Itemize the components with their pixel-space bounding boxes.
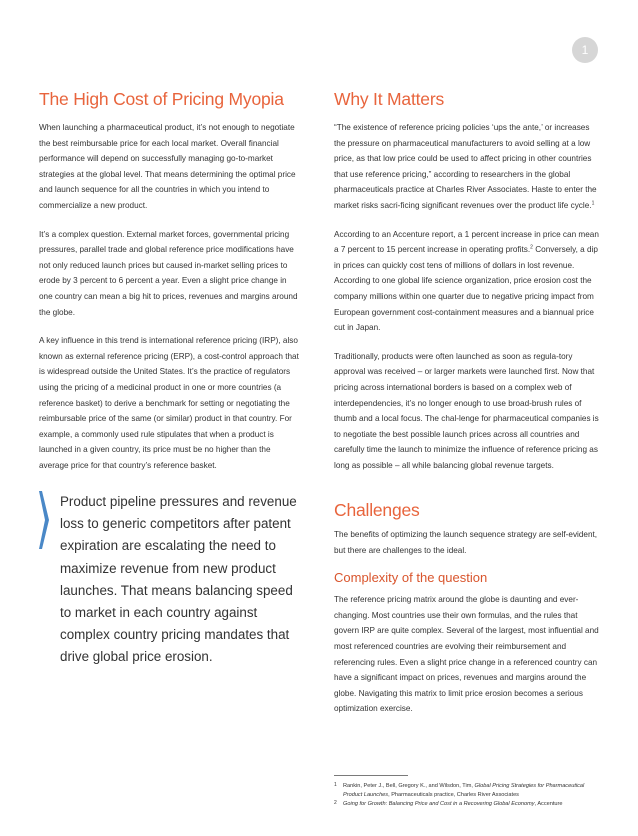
accenture-text-b: Conversely, a dip in prices can quickly cost tens of millions of dollars in lost revenue. According to one global life science organization, price erosion cost the company millions within one quarter due to negative pricing impact from European government cost-containment measures and a biannual price cut in Japan.	[334, 245, 598, 333]
pull-quote-chevron-icon	[39, 491, 49, 549]
footnote-1	[334, 782, 600, 799]
paragraph-irp: A key influence in this trend is international reference pricing (IRP), also known as external reference pricing (ERP), a cost-control approach that is widespread outside the United States. It’s the practice of regulators using the pricing of a medicinal product in one or more countries (a reference basket) to derive a benchmark for setting or negotiating the reimbursable price of the same (or similar) product in that country. For example, a commonly used rule stipulates that when a product is launched in a given country, its price must be no higher than the average price for that country’s reference basket.	[39, 336, 299, 470]
footnote-number: 1	[334, 782, 337, 788]
footnote-title: Going for Growth: Balancing Price and Cost in a Recovering Global Economy	[343, 801, 535, 808]
footnote-authors: Rankin, Peter J., Bell, Gregory K., and Wilsdon, Tim,	[343, 783, 475, 789]
subheading-complexity: Complexity of the question	[334, 570, 488, 586]
section-heading-why-it-matters: Why It Matters	[334, 89, 444, 109]
paragraph-accenture	[334, 227, 600, 336]
section-heading-pricing-myopia: The High Cost of Pricing Myopia	[39, 89, 284, 109]
footnote-source: , Pharmaceuticals practice, Charles River Associates	[388, 791, 519, 798]
footnote-ref-1: 1	[591, 200, 595, 207]
paragraph-complex-question: It’s a complex question. External market forces, governmental pricing pressures, parallel trade and global reference price modifications have not only reduced launch prices but caused in-market selling prices to erode by 3 percent to 6 percent a year. Even a slight price change in one country can mean a big hit to prices, revenues and margins around the globe.	[39, 229, 298, 317]
footnote-ref-2: 2	[530, 244, 533, 251]
accenture-text-a: According to an Accenture report, a 1 percent increase in price can mean a 7 percent to 15 percent increase in operating profits.	[334, 229, 599, 255]
paragraph-traditionally: Traditionally, products were often launched as soon as regula-tory approval was received – or larger markets were launched first. Now that pricing across international borders is based on a complex web of interdependencies, it’s no longer enough to use broad-brush rules of thumb and a local focus. The chal-lenge for pharmaceutical companies is to negotiate the best possible launch prices across all countries and carefully time the launch to minimize the influence of reference pricing as long as possible – all while balancing global revenue targets.	[334, 351, 599, 470]
footnote-divider	[334, 775, 408, 776]
footnote-title: Global Pricing Strategies for Pharmaceutical Product Launches	[343, 783, 585, 798]
footnote-source: , Accenture	[534, 801, 563, 808]
section-heading-challenges: Challenges	[334, 500, 420, 520]
left-column	[39, 88, 301, 473]
footnote-number: 2	[334, 800, 337, 807]
page-number-badge: 1	[572, 37, 598, 63]
challenges-section	[334, 499, 600, 717]
pull-quote-text: Product pipeline pressures and revenue loss to generic competitors after patent expiration are escalating the need to maximize revenue from new product launches. That means balancing speed to market in each country against complex country pricing mandates that drive global price erosion.	[60, 494, 297, 665]
paragraph-challenges-intro: The benefits of optimizing the launch sequence strategy are self-evident, but there are challenges to the ideal.	[334, 530, 598, 555]
pull-quote-block	[39, 491, 299, 671]
paragraph-reference-pricing-quote	[334, 120, 600, 214]
paragraph-launching: When launching a pharmaceutical product, it’s not enough to negotiate the best reimbursable price for each local market. Overall financial performance will depend on successfully managing go-to-market strategies at the global level. That means determining the optimal price and launch sequence for all the countries in which you intend to commercialize a new product.	[39, 123, 296, 210]
footnotes	[334, 775, 600, 810]
right-column	[334, 88, 600, 473]
paragraph-complexity: The reference pricing matrix around the globe is daunting and ever-changing. Most countries use their own formulas, and the rules that govern IRP are quite complex. Several of the largest, most influential and most referenced countries are evolving their reimbursement and referencing rules. Even a slight price change in a referenced country can have a significant impact on prices, revenues and margins around the globe. Navigating this matrix to limit price erosion becomes a serious optimization exercise.	[334, 595, 599, 714]
quote-text: “The existence of reference pricing policies ‘ups the ante,’ or increases the pressure on pharmaceutical manufacturers to avoid selling at a low price, as that low price could be used to affect pricing in other countries that use reference pricing,” according to researchers in the global pharmaceuticals practice at Charles River Associates. Haste to enter the market risks sacri-ficing significant revenues over the product life cycle.	[334, 123, 597, 210]
footnote-2	[334, 800, 600, 809]
